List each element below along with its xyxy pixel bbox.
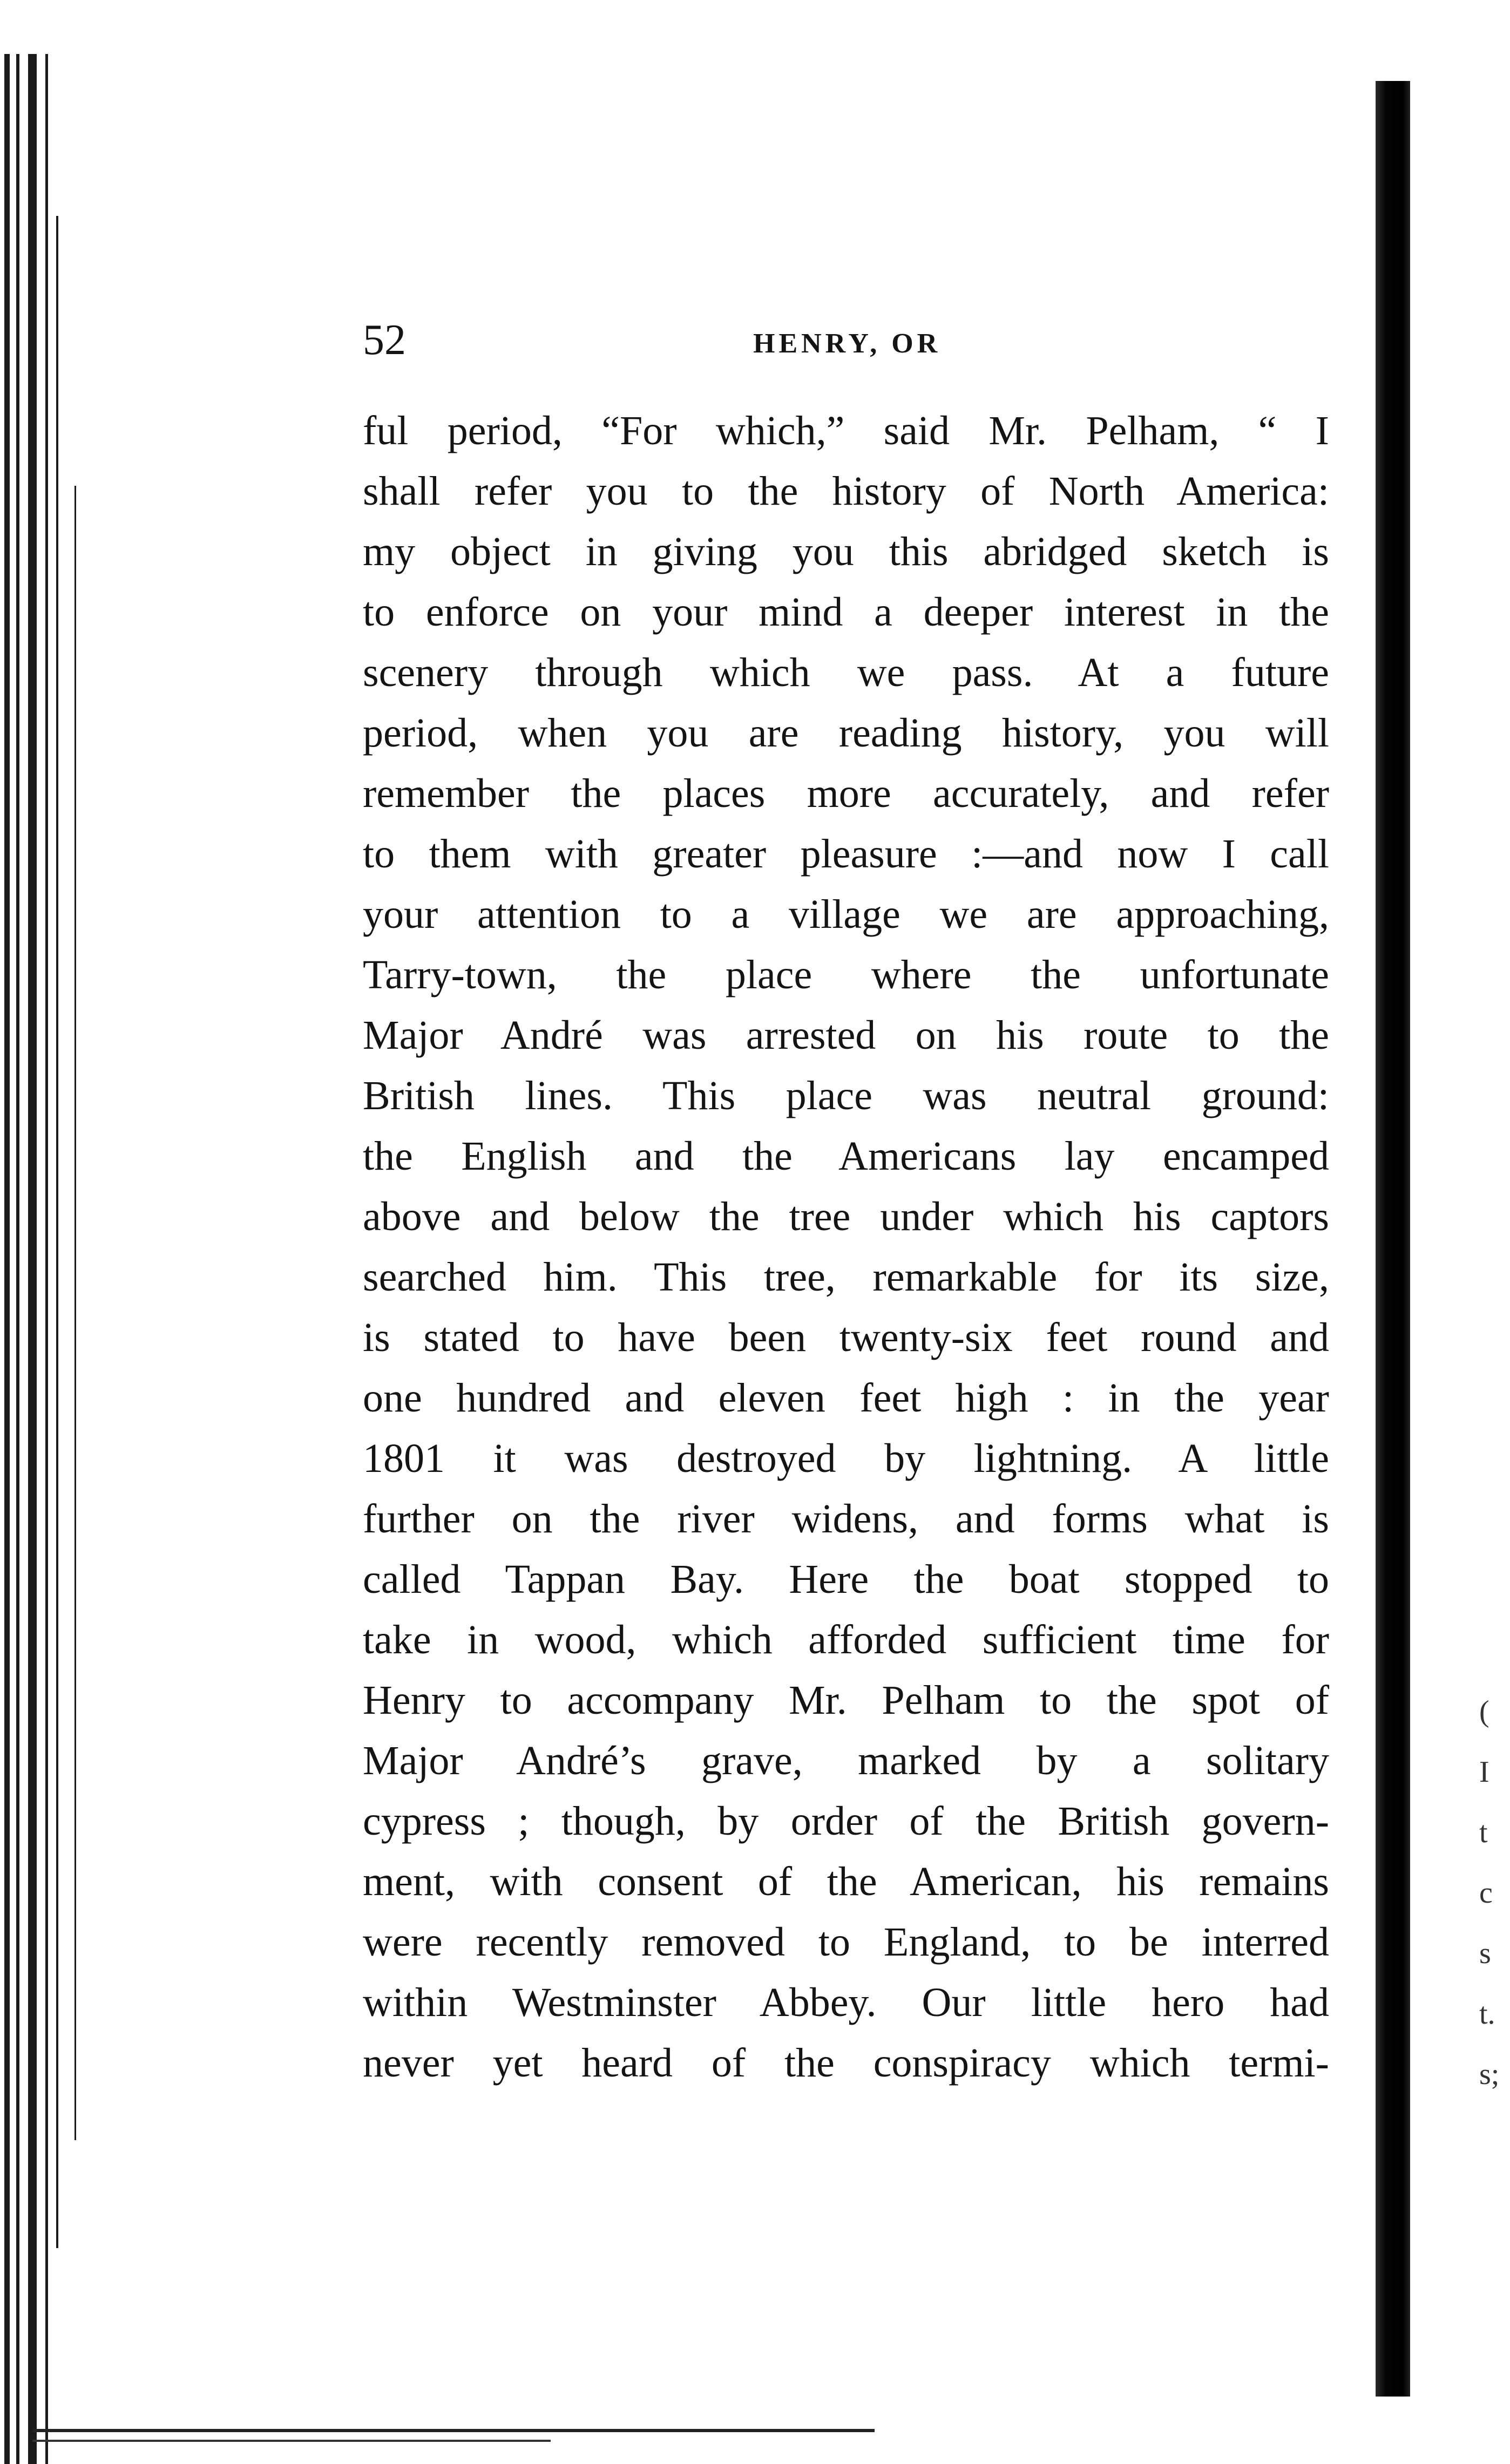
facing-fragment: t. bbox=[1479, 1997, 1495, 2031]
facing-fragment: s bbox=[1479, 1937, 1491, 1970]
text-line: Major André was arrested on his route to the bbox=[363, 1013, 1329, 1058]
text-line: within Westminster Abbey. Our little hero had bbox=[363, 1980, 1329, 2025]
text-line: were recently removed to England, to be interred bbox=[363, 1919, 1329, 1965]
running-title: HENRY, OR bbox=[753, 328, 942, 359]
text-line: Major André’s grave, marked by a solitary bbox=[363, 1738, 1329, 1783]
body-text bbox=[363, 401, 1329, 2093]
text-line: take in wood, which afforded sufficient time for bbox=[363, 1617, 1329, 1662]
running-head bbox=[0, 310, 1510, 370]
text-line: the English and the Americans lay encamped bbox=[363, 1133, 1329, 1179]
facing-fragment: I bbox=[1479, 1755, 1489, 1789]
text-line: British lines. This place was neutral ground: bbox=[363, 1073, 1329, 1118]
text-line: shall refer you to the history of North America: bbox=[363, 469, 1329, 514]
text-line: never yet heard of the conspiracy which termi- bbox=[363, 2040, 1329, 2086]
facing-fragment: ( bbox=[1479, 1695, 1489, 1728]
text-line: Tarry-town, the place where the unfortunate bbox=[363, 952, 1329, 997]
text-line: my object in giving you this abridged sketch is bbox=[363, 529, 1329, 574]
page-number: 52 bbox=[363, 316, 406, 364]
text-line: one hundred and eleven feet high : in the year bbox=[363, 1375, 1329, 1421]
text-line: to them with greater pleasure :—and now I call bbox=[363, 831, 1329, 877]
text-line: Henry to accompany Mr. Pelham to the spot of bbox=[363, 1678, 1329, 1723]
text-line: called Tappan Bay. Here the boat stopped to bbox=[363, 1557, 1329, 1602]
text-line: 1801 it was destroyed by lightning. A little bbox=[363, 1436, 1329, 1481]
text-line: ful period, “For which,” said Mr. Pelham, “ I bbox=[363, 408, 1329, 453]
facing-fragment: t bbox=[1479, 1816, 1488, 1849]
bottom-edge-rule-secondary bbox=[32, 2440, 551, 2442]
facing-page-fragments bbox=[1479, 1681, 1506, 2105]
text-line: period, when you are reading history, you will bbox=[363, 710, 1329, 756]
text-line: scenery through which we pass. At a future bbox=[363, 650, 1329, 695]
text-line: above and below the tree under which his captors bbox=[363, 1194, 1329, 1239]
text-line: is stated to have been twenty-six feet round and bbox=[363, 1315, 1329, 1360]
text-line: remember the places more accurately, and refer bbox=[363, 771, 1329, 816]
text-line: your attention to a village we are approaching, bbox=[363, 892, 1329, 937]
text-line: searched him. This tree, remarkable for its size, bbox=[363, 1254, 1329, 1300]
bottom-edge-rule bbox=[32, 2429, 875, 2432]
text-line: ment, with consent of the American, his remains bbox=[363, 1859, 1329, 1904]
binding-edge bbox=[0, 54, 124, 2464]
text-line: to enforce on your mind a deeper interest in the bbox=[363, 589, 1329, 635]
facing-fragment: c bbox=[1479, 1876, 1493, 1910]
facing-page-shadow bbox=[1376, 81, 1410, 2397]
text-line: cypress ; though, by order of the British govern- bbox=[363, 1798, 1329, 1844]
text-line: further on the river widens, and forms what is bbox=[363, 1496, 1329, 1542]
facing-fragment: s; bbox=[1479, 2058, 1500, 2091]
